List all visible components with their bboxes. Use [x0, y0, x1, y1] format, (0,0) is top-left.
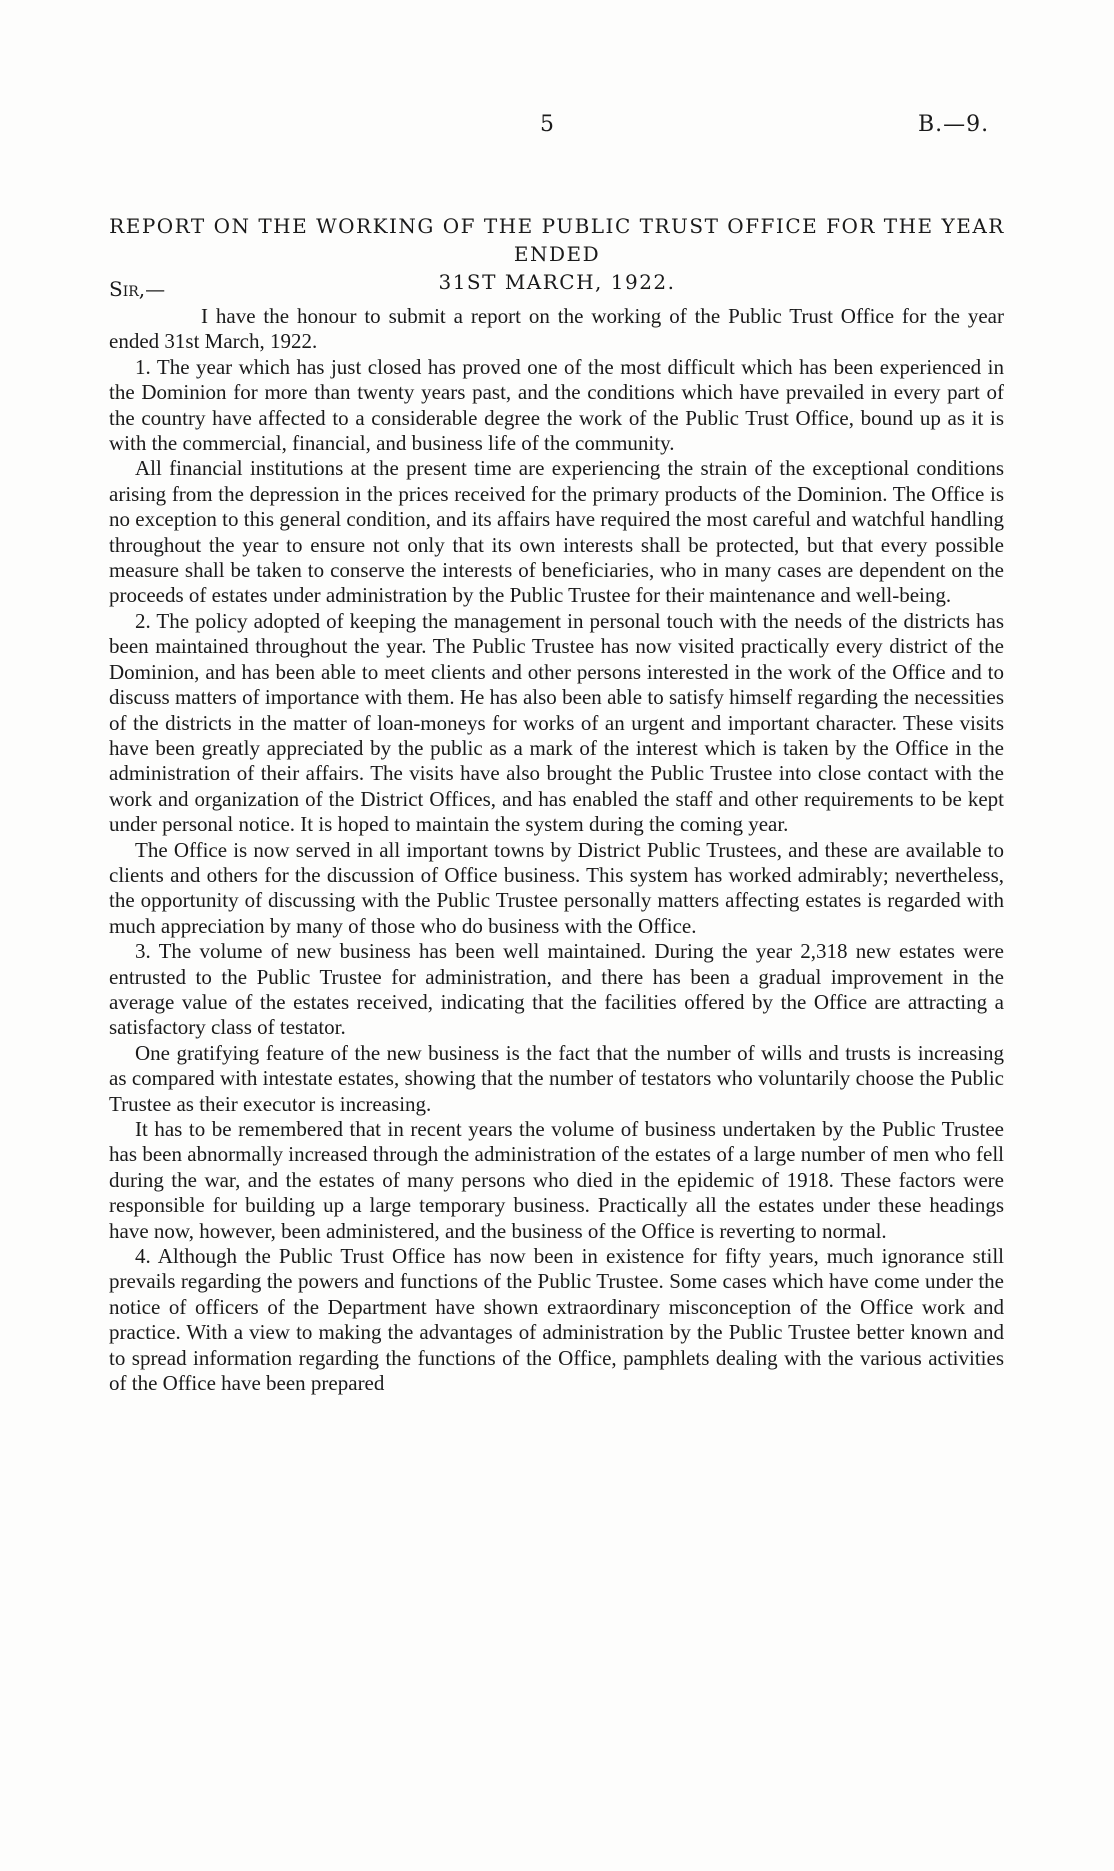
report-body: [109, 304, 1004, 1396]
paragraph-2-management-policy: 2. The policy adopted of keeping the management in personal touch with the needs of the districts has been maintained throughout the year. The Public Trustee has now visited practically every district of the Dominion, and has been able to meet clients and other persons interested in the work of the Office and to discuss matters of importance with them. He has also been able to satisfy himself regarding the necessities of the districts in the matter of loan-moneys for works of an urgent and important character. These visits have been greatly appreciated by the public as a mark of the interest which is taken by the Office in the administration of their affairs. The visits have also brought the Public Trustee into close contact with the work and organization of the District Offices, and has enabled the staff and other requirements to be kept under personal notice. It is hoped to maintain the system during the coming year.: [109, 608, 1004, 837]
paragraph-intro: I have the honour to submit a report on the working of the Public Trust Office for the year ended 31st March, 1922.: [109, 304, 1004, 354]
report-title: [100, 212, 1014, 296]
page-number: 5: [540, 112, 554, 137]
report-title-line-2: 31ST MARCH, 1922.: [438, 270, 676, 294]
report-title-line-1: REPORT ON THE WORKING OF THE PUBLIC TRUST OFFICE FOR THE YEAR ENDED: [109, 214, 1005, 266]
paragraph-district-trustees: The Office is now served in all important towns by District Public Trustees, and these are available to clients and others for the discussion of Office business. This system has worked admirably; nevertheless, the opportunity of discussing with the Public Trustee personally matters affecting estates is regarded with much appreciation by many of those who do business with the Office.: [109, 837, 1004, 938]
paragraph-4-pamphlets: 4. Although the Public Trust Office has now been in existence for fifty years, much ignorance still prevails regarding the powers and functions of the Public Trustee. Some cases which have come under the notice of officers of the Department have shown extraordinary misconception of the Office work and practice. With a view to making the advantages of administration by the Public Trustee better known and to spread information regarding the functions of the Office, pamphlets dealing with the various activities of the Office have been prepared: [109, 1244, 1004, 1396]
paragraph-wills-and-trusts: One gratifying feature of the new business is the fact that the number of wills and trusts is increasing as compared with intestate estates, showing that the number of testators who voluntarily choose the Public Trustee as their executor is increasing.: [109, 1040, 1004, 1116]
salutation: Sir,—: [109, 277, 166, 301]
document-reference: B.—9.: [918, 112, 990, 137]
paragraph-1-difficult-year: 1. The year which has just closed has proved one of the most difficult which has been experienced in the Dominion for more than twenty years past, and the conditions which have prevailed in every part of the country have affected to a considerable degree the work of the Public Trust Office, bound up as it is with the commercial, financial, and business life of the community.: [109, 354, 1004, 456]
paragraph-war-and-epidemic: It has to be remembered that in recent years the volume of business undertaken by the Public Trustee has been abnormally increased through the administration of the estates of a large number of men who fell during the war, and the estates of many persons who died in the epidemic of 1918. These factors were responsible for building up a large temporary business. Practically all the estates under these headings have now, however, been administered, and the business of the Office is reverting to normal.: [109, 1117, 1004, 1243]
paragraph-3-new-business: 3. The volume of new business has been well maintained. During the year 2,318 new estates were entrusted to the Public Trustee for administration, and there has been a gradual improvement in the average value of the estates received, indicating that the facilities offered by the Office are attracting a satisfactory class of testator.: [109, 939, 1004, 1040]
paragraph-financial-institutions: All financial institutions at the present time are experiencing the strain of the exceptional conditions arising from the depression in the prices received for the primary products of the Dominion. The Office is no exception to this general condition, and its affairs have required the most careful and watchful handling throughout the year to ensure not only that its own interests shall be protected, but that every possible measure shall be taken to conserve the interests of beneficiaries, who in many cases are dependent on the proceeds of estates under administration by the Public Trustee for their maintenance and well-being.: [109, 456, 1004, 608]
